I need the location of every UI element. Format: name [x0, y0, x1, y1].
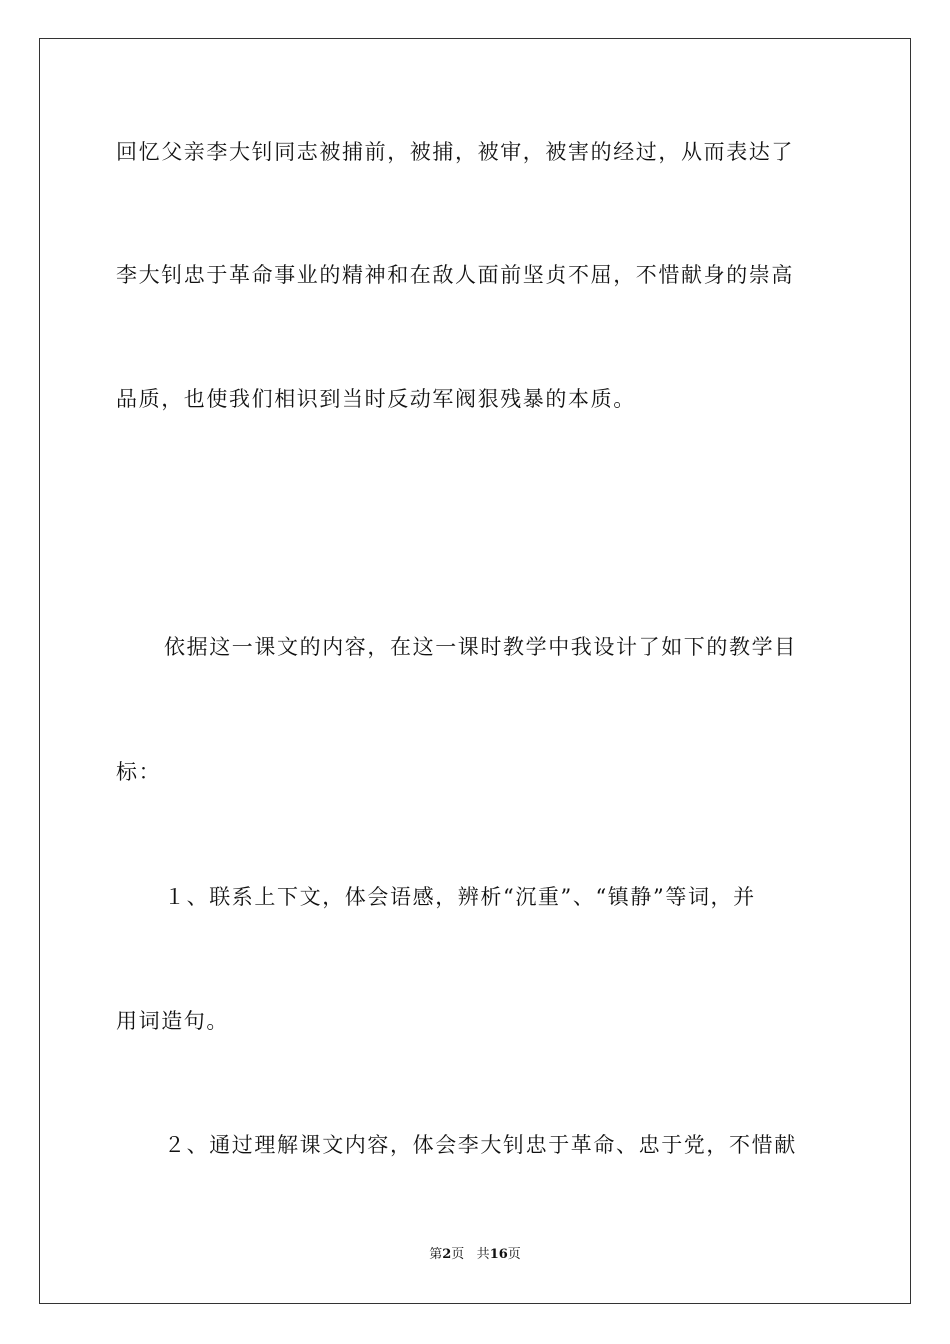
footer-total-prefix: 共: [476, 1247, 490, 1262]
text-line-4: 依据这一课文的内容，在这一课时教学中我设计了如下的教学目: [164, 635, 797, 659]
text-line-3: 品质，也使我们相识到当时反动军阀狠残暴的本质。: [116, 387, 636, 411]
text-line-5: 标：: [116, 760, 162, 784]
text-line-6: １、联系上下文，体会语感，辨析“沉重”、“镇静”等词，并: [164, 885, 756, 909]
page-border: [39, 38, 911, 1304]
text-line-1: 回忆父亲李大钊同志被捕前，被捕，被审，被害的经过，从而表达了: [116, 140, 794, 164]
footer-page-number: 2: [442, 1247, 452, 1262]
footer-page-prefix: 第: [429, 1247, 443, 1262]
footer-total-suffix: 页: [507, 1247, 521, 1262]
footer-total-pages: 16: [489, 1247, 508, 1262]
text-line-7: 用词造句。: [116, 1009, 229, 1033]
page-footer: [0, 1246, 950, 1264]
text-line-2: 李大钊忠于革命事业的精神和在敌人面前坚贞不屈，不惜献身的崇高: [116, 263, 794, 287]
footer-page-suffix: 页: [451, 1247, 465, 1262]
text-line-8: ２、通过理解课文内容，体会李大钊忠于革命、忠于党，不惜献: [164, 1133, 797, 1157]
